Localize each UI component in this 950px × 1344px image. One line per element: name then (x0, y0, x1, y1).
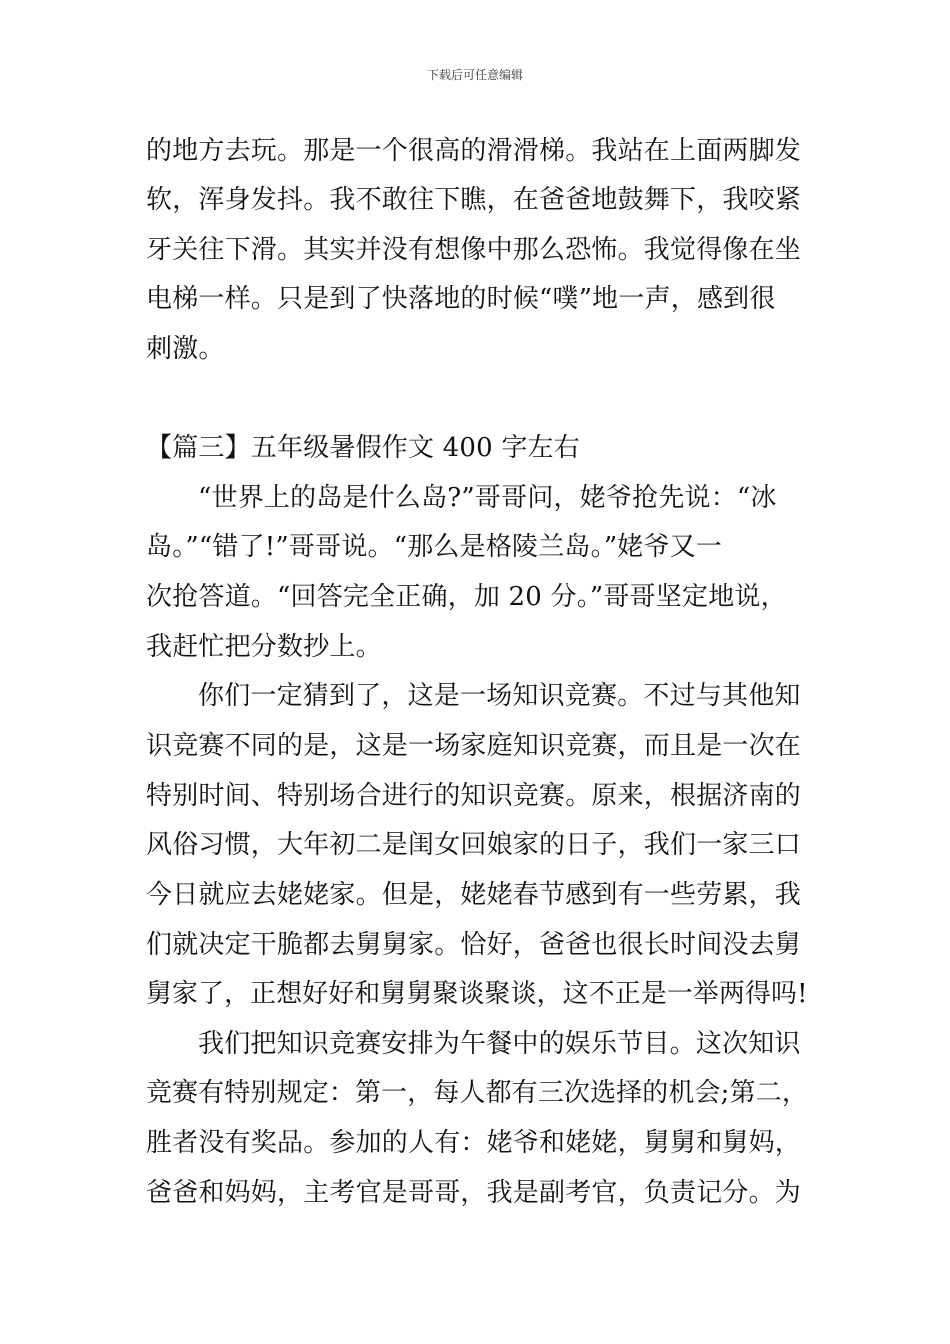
text-line: 你们一定猜到了，这是一场知识竞赛。不过与其他知 (198, 681, 801, 711)
text-line: 软，浑身发抖。我不敢往下瞧，在爸爸地鼓舞下，我咬紧 (146, 185, 802, 215)
text-line: 岛。”“错了!”哥哥说。“那么是格陵兰岛。”姥爷又一 (146, 532, 723, 562)
page-header: 下载后可任意编辑 (426, 68, 523, 82)
section-heading: 【篇三】五年级暑假作文 400 字左右 (146, 433, 580, 463)
text-line: 爸爸和妈妈，主考官是哥哥，我是副考官，负责记分。为 (146, 1178, 802, 1208)
text-line: 的地方去玩。那是一个很高的滑滑梯。我站在上面两脚发 (146, 136, 802, 166)
text-line: 胜者没有奖品。参加的人有：姥爷和姥姥，舅舅和舅妈， (146, 1128, 802, 1158)
text-line: 们就决定干脆都去舅舅家。恰好，爸爸也很长时间没去舅 (146, 930, 802, 960)
text-line: 电梯一样。只是到了快落地的时候“噗”地一声，感到很 (146, 284, 776, 314)
text-line: 舅家了，正想好好和舅舅聚谈聚谈，这不正是一举两得吗! (146, 979, 808, 1009)
text-line: 竞赛有特别规定：第一，每人都有三次选择的机会;第二， (146, 1078, 808, 1108)
text-line: 今日就应去姥姥家。但是，姥姥春节感到有一些劳累，我 (146, 880, 802, 910)
text-line: 风俗习惯，大年初二是闺女回娘家的日子，我们一家三口 (146, 830, 802, 860)
text-line: 我们把知识竞赛安排为午餐中的娱乐节目。这次知识 (198, 1029, 801, 1059)
text-line: 牙关往下滑。其实并没有想像中那么恐怖。我觉得像在坐 (146, 235, 802, 265)
text-line: “世界上的岛是什么岛?”哥哥问，姥爷抢先说：“冰 (198, 483, 777, 513)
text-line: 刺激。 (146, 334, 225, 364)
text-line: 次抢答道。“回答完全正确，加 20 分。”哥哥坚定地说， (146, 582, 787, 612)
text-line: 识竞赛不同的是，这是一场家庭知识竞赛，而且是一次在 (146, 731, 802, 761)
text-line: 特别时间、特别场合进行的知识竞赛。原来，根据济南的 (146, 781, 802, 811)
text-line: 我赶忙把分数抄上。 (146, 632, 382, 662)
